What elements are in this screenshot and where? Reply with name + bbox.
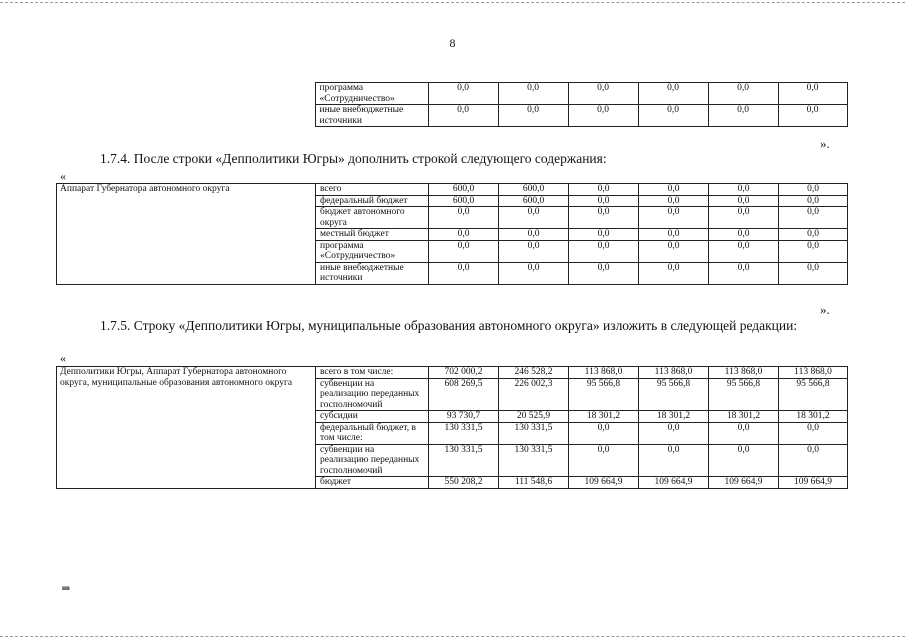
row-label: всего [316, 184, 429, 196]
row-label: бюджет автономного округа [316, 207, 429, 229]
value-cell: 0,0 [639, 444, 709, 477]
value-cell: 702 000,2 [429, 367, 499, 379]
value-cell: 0,0 [639, 262, 709, 284]
scan-bottom-edge [0, 636, 905, 637]
value-cell: 130 331,5 [499, 444, 569, 477]
value-cell: 0,0 [499, 262, 569, 284]
value-cell: 0,0 [709, 229, 779, 241]
value-cell: 95 566,8 [709, 378, 779, 411]
value-cell: 95 566,8 [639, 378, 709, 411]
value-cell: 0,0 [569, 229, 639, 241]
value-cell: 109 664,9 [639, 477, 709, 489]
value-cell: 0,0 [429, 207, 499, 229]
value-cell: 18 301,2 [639, 411, 709, 423]
value-cell: 0,0 [429, 240, 499, 262]
value-cell: 0,0 [429, 262, 499, 284]
row-label: федеральный бюджет [316, 195, 429, 207]
entity-cell [56, 83, 315, 127]
value-cell: 0,0 [499, 229, 569, 241]
table-row [56, 83, 847, 105]
table-continuation [56, 82, 848, 127]
value-cell: 113 868,0 [569, 367, 639, 379]
row-label: субвенции на реализацию переданных госполномочий [316, 444, 429, 477]
value-cell: 0,0 [568, 105, 638, 127]
value-cell: 0,0 [779, 262, 848, 284]
value-cell: 0,0 [569, 240, 639, 262]
value-cell: 0,0 [708, 83, 778, 105]
page-number: 8 [449, 36, 456, 50]
value-cell: 93 730,7 [429, 411, 499, 423]
row-label: бюджет [316, 477, 429, 489]
value-cell: 95 566,8 [779, 378, 848, 411]
table-row [57, 367, 848, 379]
value-cell: 0,0 [568, 83, 638, 105]
value-cell: 0,0 [569, 207, 639, 229]
row-label: иные внебюджетные источники [316, 262, 429, 284]
value-cell: 18 301,2 [569, 411, 639, 423]
value-cell: 0,0 [709, 207, 779, 229]
table-deppolitics [56, 366, 848, 489]
value-cell: 0,0 [779, 229, 848, 241]
row-label: субвенции на реализацию переданных госполномочий [316, 378, 429, 411]
value-cell: 0,0 [709, 422, 779, 444]
value-cell: 95 566,8 [569, 378, 639, 411]
value-cell: 0,0 [498, 105, 568, 127]
value-cell: 0,0 [499, 240, 569, 262]
value-cell: 109 664,9 [569, 477, 639, 489]
value-cell: 0,0 [569, 195, 639, 207]
value-cell: 109 664,9 [709, 477, 779, 489]
value-cell: 600,0 [499, 195, 569, 207]
value-cell: 600,0 [429, 195, 499, 207]
value-cell: 0,0 [779, 184, 848, 196]
value-cell: 0,0 [778, 105, 847, 127]
footer-mark: нв [62, 584, 70, 592]
value-cell: 20 525,9 [499, 411, 569, 423]
entity-cell: Аппарат Губернатора автономного округа [57, 184, 316, 285]
table-governor-apparatus [56, 183, 848, 285]
row-label: всего в том числе: [316, 367, 429, 379]
value-cell: 0,0 [639, 184, 709, 196]
value-cell: 109 664,9 [779, 477, 848, 489]
value-cell: 0,0 [498, 83, 568, 105]
value-cell: 0,0 [709, 444, 779, 477]
value-cell: 0,0 [639, 207, 709, 229]
value-cell: 18 301,2 [779, 411, 848, 423]
value-cell: 0,0 [428, 83, 498, 105]
end-quote-1: ». [820, 136, 830, 151]
value-cell: 0,0 [638, 105, 708, 127]
paragraph-1-7-5: 1.7.5. Строку «Депполитики Югры, муниципальные образования автономного округа» изложить в следующей редакции: [100, 318, 798, 333]
row-label: субсидии [316, 411, 429, 423]
open-quote-1: « [60, 169, 66, 183]
value-cell: 113 868,0 [779, 367, 848, 379]
value-cell: 0,0 [779, 195, 848, 207]
row-label: местный бюджет [316, 229, 429, 241]
value-cell: 130 331,5 [499, 422, 569, 444]
value-cell: 130 331,5 [429, 444, 499, 477]
value-cell: 0,0 [639, 229, 709, 241]
value-cell: 600,0 [499, 184, 569, 196]
paragraph-1-7-4: 1.7.4. После строки «Депполитики Югры» дополнить строкой следующего содержания: [100, 151, 607, 166]
value-cell: 0,0 [709, 240, 779, 262]
value-cell: 0,0 [709, 262, 779, 284]
value-cell: 0,0 [779, 422, 848, 444]
entity-cell: Депполитики Югры, Аппарат Губернатора автономного округа, муниципальные образования автономного округа [57, 367, 316, 489]
table-row [57, 184, 848, 196]
end-quote-2: ». [820, 302, 830, 317]
value-cell: 113 868,0 [639, 367, 709, 379]
value-cell: 0,0 [569, 262, 639, 284]
value-cell: 0,0 [639, 240, 709, 262]
value-cell: 226 002,3 [499, 378, 569, 411]
value-cell: 130 331,5 [429, 422, 499, 444]
value-cell: 18 301,2 [709, 411, 779, 423]
value-cell: 0,0 [569, 422, 639, 444]
row-label: федеральный бюджет, в том числе: [316, 422, 429, 444]
value-cell: 600,0 [429, 184, 499, 196]
value-cell: 0,0 [569, 184, 639, 196]
value-cell: 0,0 [569, 444, 639, 477]
value-cell: 0,0 [779, 444, 848, 477]
value-cell: 0,0 [709, 184, 779, 196]
value-cell: 0,0 [709, 195, 779, 207]
scan-top-edge [0, 2, 905, 3]
value-cell: 0,0 [778, 83, 847, 105]
value-cell: 113 868,0 [709, 367, 779, 379]
value-cell: 0,0 [779, 240, 848, 262]
value-cell: 111 548,6 [499, 477, 569, 489]
value-cell: 0,0 [428, 105, 498, 127]
value-cell: 0,0 [499, 207, 569, 229]
value-cell: 550 208,2 [429, 477, 499, 489]
value-cell: 0,0 [639, 195, 709, 207]
value-cell: 0,0 [779, 207, 848, 229]
value-cell: 0,0 [429, 229, 499, 241]
value-cell: 246 528,2 [499, 367, 569, 379]
value-cell: 0,0 [638, 83, 708, 105]
row-label: программа «Сотрудничество» [315, 83, 428, 105]
value-cell: 0,0 [708, 105, 778, 127]
value-cell: 608 269,5 [429, 378, 499, 411]
row-label: программа «Сотрудничество» [316, 240, 429, 262]
value-cell: 0,0 [639, 422, 709, 444]
open-quote-2: « [60, 351, 66, 365]
row-label: иные внебюджетные источники [315, 105, 428, 127]
